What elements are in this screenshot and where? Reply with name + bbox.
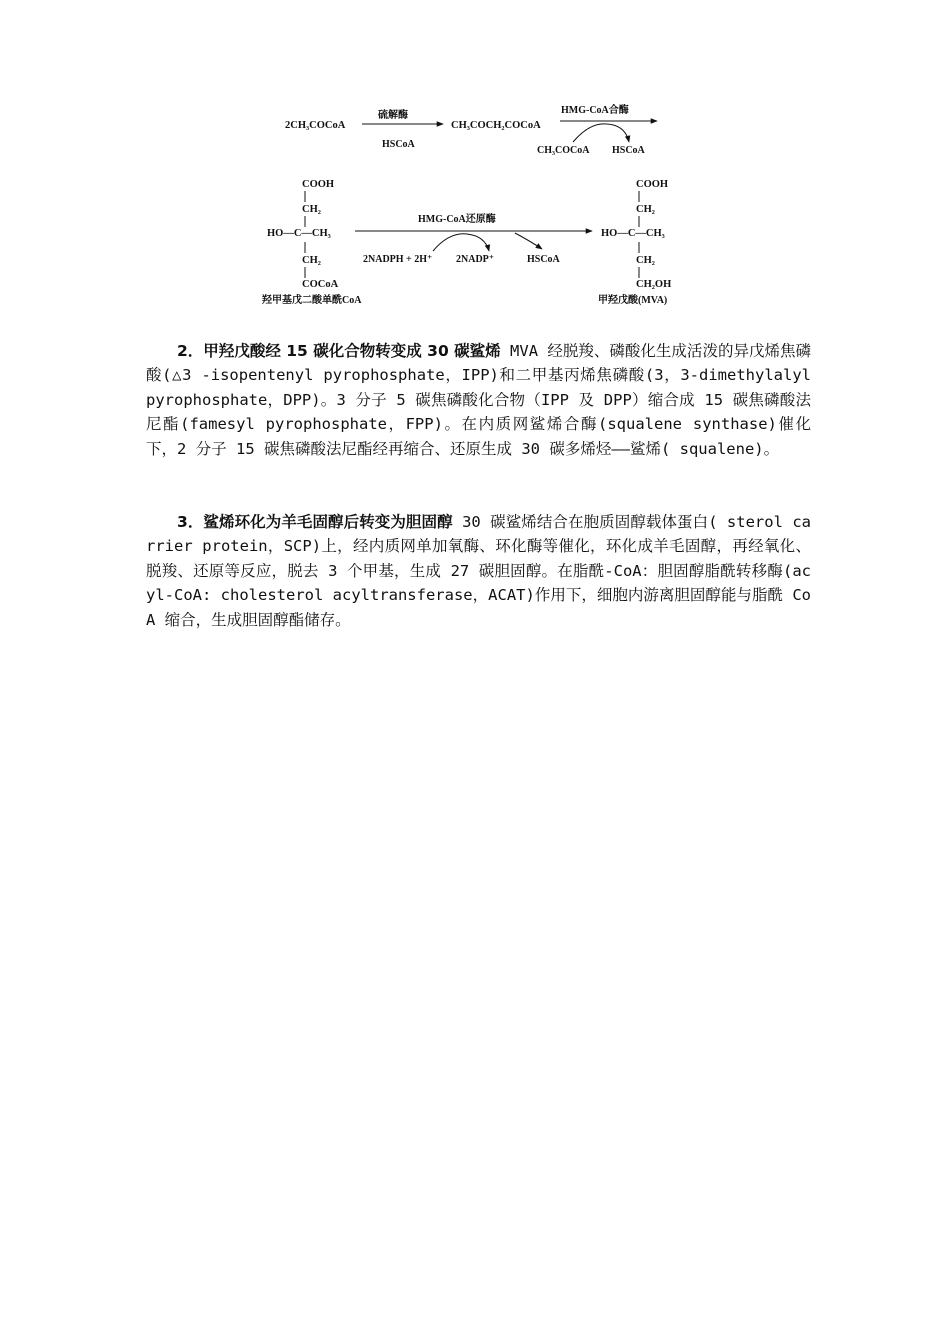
section-3-paragraph [146,510,811,632]
step2-acetyl-coa: CH₃COCoA [537,145,590,156]
hmg-coa-reductase-label: HMG-CoA还原酶 [418,214,496,225]
nadph-cofactor: 2NADPH + 2H⁺ [363,254,433,265]
mva-ch2-top: CH₂ [636,204,655,215]
acetoacetyl-coa: CH₃COCH₂COCoA [451,120,541,131]
mevalonate-pathway-scheme [255,98,725,318]
step1-hscoa: HSCoA [382,139,415,150]
hscoa-release-arrow [515,233,542,249]
hmg-cocoa: COCoA [302,279,339,290]
hmg-coa-synthase-label: HMG-CoA合酶 [561,105,629,116]
hmg-ch2-bottom: CH₂ [302,255,321,266]
thiolase-label: 硫解酶 [378,110,408,121]
step2-hscoa: HSCoA [612,145,645,156]
section-3-heading: 3．鲨烯环化为羊毛固醇后转变为胆固醇 [177,513,453,531]
acetyl-coa-substrate: 2CH₃COCoA [285,120,346,131]
mva-ch2-bottom: CH₂ [636,255,655,266]
mva-cooh: COOH [636,179,669,190]
step3-hscoa: HSCoA [527,254,560,265]
hmg-ho-c-ch3: HO—C—CH₃ [267,228,331,239]
step2-curved-arrow [573,124,629,142]
mva-ho-c-ch3: HO—C—CH₃ [601,228,665,239]
hmg-cooh: COOH [302,179,335,190]
section-3-body: 30 碳鲨烯结合在胞质固醇载体蛋白( sterol carrier protein，SCP)上，经内质网单加氧酶、环化酶等催化，环化成羊毛固醇，再经氧化、脱羧、还原等反应，脱去 3 个甲基，生成 27 碳胆固醇。在脂酰-CoA：胆固醇脂酰转移酶(acyl-CoA: cholesterol acyltransferase，ACAT)作用下，细胞内游离胆固醇能与脂酰 CoA 缩合，生成胆固醇酯储存。 [146,513,811,629]
section-2-heading: 2．甲羟戊酸经 15 碳化合物转变成 30 碳鲨烯 [177,342,501,360]
hmg-coa-name: 羟甲基戊二酸单酰CoA [262,295,362,306]
mva-ch2oh: CH₂OH [636,279,672,290]
nadp-product: 2NADP⁺ [456,254,495,265]
section-2-paragraph [146,339,811,461]
section-2-body: MVA 经脱羧、磷酸化生成活泼的异戊烯焦磷酸(△3 -isopentenyl pyrophosphate，IPP)和二甲基丙烯焦磷酸(3，3-dimethylalyl pyrophosphate，DPP)。3 分子 5 碳焦磷酸化合物（IPP 及 DPP）缩合成 15 碳焦磷酸法尼酯(famesyl pyrophosphate，FPP)。在内质网鲨烯合酶(squalene synthase)催化下，2 分子 15 碳焦磷酸法尼酯经再缩合、还原生成 30 碳多烯烃——鲨烯( squalene)。 [146,342,811,458]
hmg-ch2-top: CH₂ [302,204,321,215]
hmg-coa-structure [262,179,362,306]
mva-structure [598,179,671,306]
nadph-curved-arrow [433,234,489,251]
mva-name: 甲羟戊酸(MVA) [598,295,668,306]
